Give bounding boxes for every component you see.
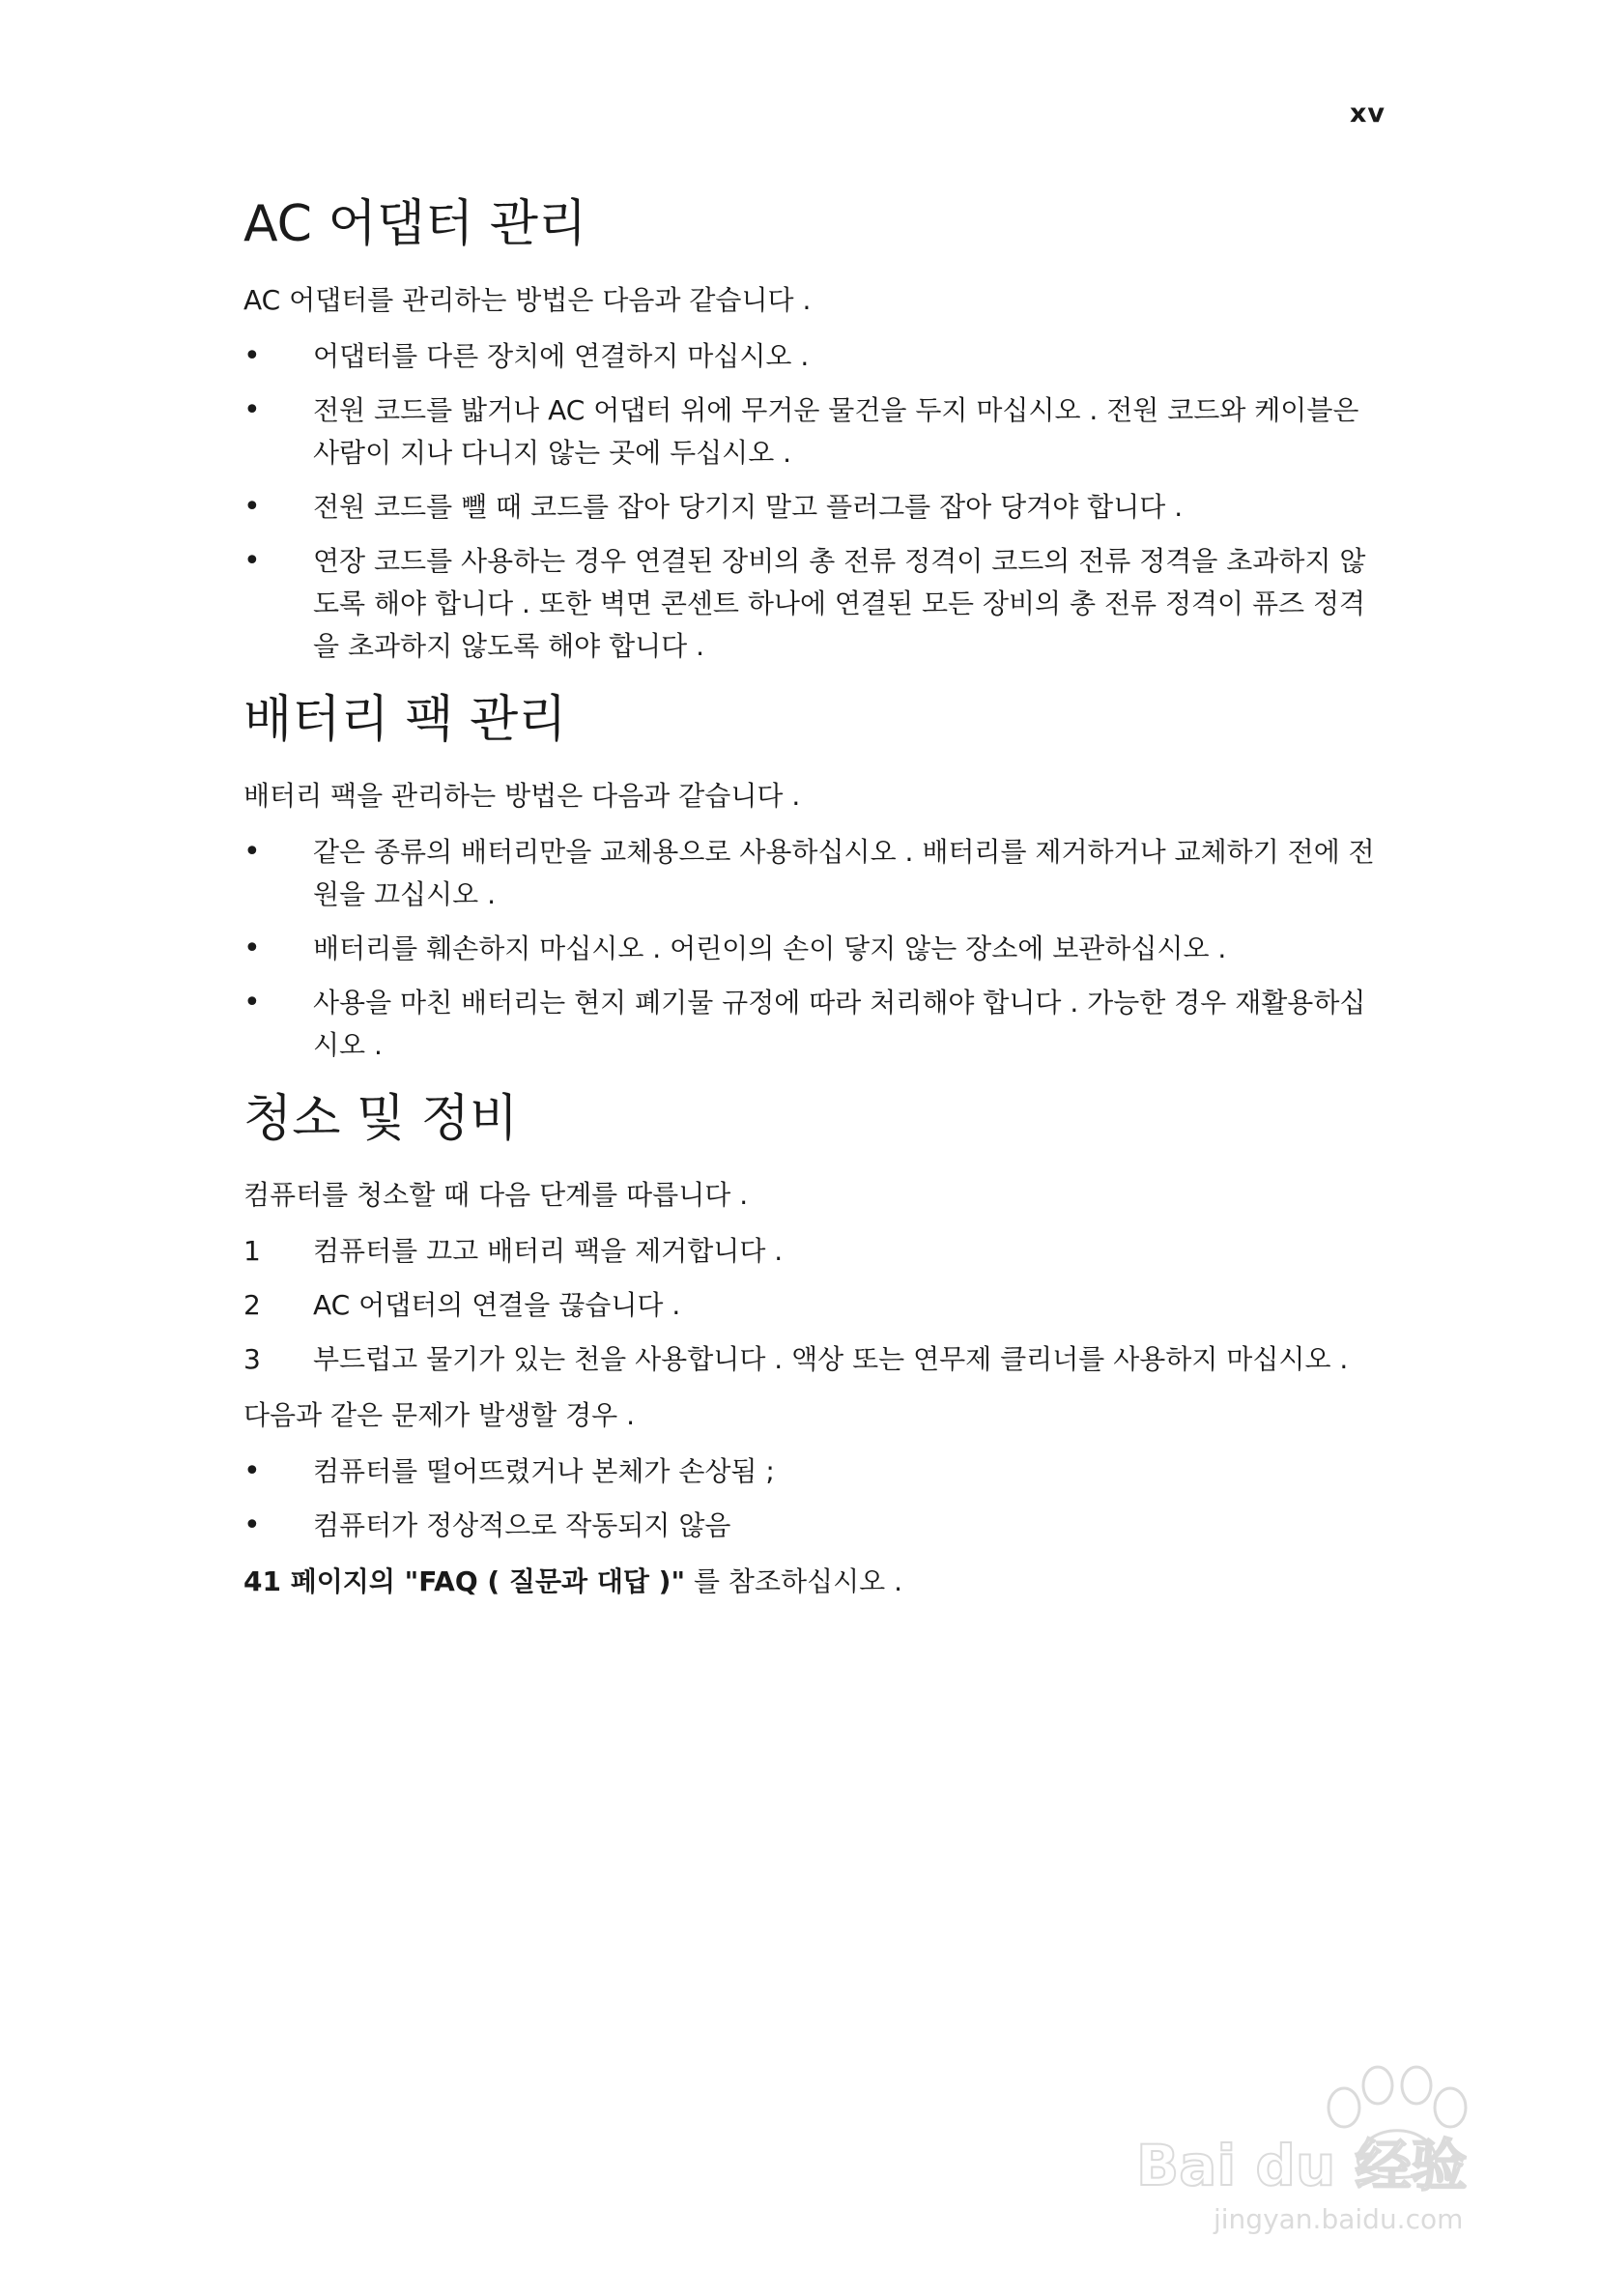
list-item: • 전원 코드를 밟거나 AC 어댑터 위에 무거운 물건을 두지 마십시오 . 전원 코드와 케이블은 사람이 지나 다니지 않는 곳에 두십시오 .	[243, 389, 1388, 474]
list-item: • 사용을 마친 배터리는 현지 폐기물 규정에 따라 처리해야 합니다 . 가능한 경우 재활용하십시오 .	[243, 982, 1388, 1067]
list-item: • 어댑터를 다른 장치에 연결하지 마십시오 .	[243, 335, 1388, 378]
watermark-url: jingyan.baidu.com	[1214, 2203, 1464, 2235]
page-number: xv	[1349, 99, 1386, 129]
list-item: 1 컴퓨터를 끄고 배터리 팩을 제거합니다 .	[243, 1230, 1388, 1273]
bullet-icon	[243, 982, 282, 1024]
list-item: • 연장 코드를 사용하는 경우 연결된 장비의 총 전류 정격이 코드의 전류 정격을 초과하지 않도록 해야 합니다 . 또한 벽면 콘센트 하나에 연결된 모든 장비의 총 전류 정격이 퓨즈 정격을 초과하지 않도록 해야 합니다 .	[243, 540, 1388, 668]
bullet-icon	[243, 831, 282, 874]
step-number: 1	[243, 1235, 261, 1267]
section-lead: 컴퓨터를 청소할 때 다음 단계를 따릅니다 .	[243, 1179, 749, 1211]
baidu-watermark-logo	[1136, 2016, 1523, 2238]
bullet-icon	[243, 928, 282, 970]
section-heading: 배터리 팩 관리	[243, 691, 567, 749]
battery-care-list	[243, 831, 1388, 1067]
problem-lead: 다음과 같은 문제가 발생할 경우 .	[243, 1399, 636, 1431]
section-lead: 배터리 팩을 관리하는 방법은 다음과 같습니다 .	[243, 780, 801, 812]
problem-list	[243, 1450, 1388, 1547]
faq-reference: 41 페이지의 "FAQ ( 질문과 대답 )" 를 참조하십시오 .	[243, 1565, 902, 1597]
bullet-icon	[243, 1505, 282, 1547]
list-item: 3 부드럽고 물기가 있는 천을 사용합니다 . 액상 또는 연무제 클리너를 사용하지 마십시오 .	[243, 1338, 1388, 1381]
bullet-icon	[243, 389, 282, 432]
faq-link-text: 41 페이지의 "FAQ ( 질문과 대답 )"	[243, 1565, 686, 1597]
cleaning-steps-list	[243, 1230, 1388, 1381]
list-item: • 컴퓨터가 정상적으로 작동되지 않음	[243, 1505, 1388, 1547]
bullet-icon	[243, 540, 282, 583]
ac-care-list	[243, 335, 1388, 668]
list-item: • 같은 종류의 배터리만을 교체용으로 사용하십시오 . 배터리를 제거하거나 교체하기 전에 전원을 끄십시오 .	[243, 831, 1388, 916]
section-cleaning	[243, 1088, 1388, 1603]
bullet-icon	[243, 335, 282, 378]
watermark-brand: Bai du 经验	[1136, 2133, 1468, 2198]
section-heading: AC 어댑터 관리	[243, 195, 587, 253]
section-battery	[243, 689, 1388, 1067]
list-item: • 컴퓨터를 떨어뜨렸거나 본체가 손상됨 ;	[243, 1450, 1388, 1493]
page-content	[243, 193, 1388, 1630]
section-heading: 청소 및 정비	[243, 1090, 519, 1148]
step-number: 2	[243, 1289, 261, 1321]
bullet-icon	[243, 486, 282, 529]
bullet-icon	[243, 1450, 282, 1493]
list-item: • 전원 코드를 뺄 때 코드를 잡아 당기지 말고 플러그를 잡아 당겨야 합니다 .	[243, 486, 1388, 529]
step-number: 3	[243, 1343, 261, 1375]
list-item: 2 AC 어댑터의 연결을 끊습니다 .	[243, 1284, 1388, 1327]
list-item: • 배터리를 훼손하지 마십시오 . 어린이의 손이 닿지 않는 장소에 보관하십시오 .	[243, 928, 1388, 970]
section-ac-adapter	[243, 193, 1388, 668]
section-lead: AC 어댑터를 관리하는 방법은 다음과 같습니다 .	[243, 284, 812, 316]
